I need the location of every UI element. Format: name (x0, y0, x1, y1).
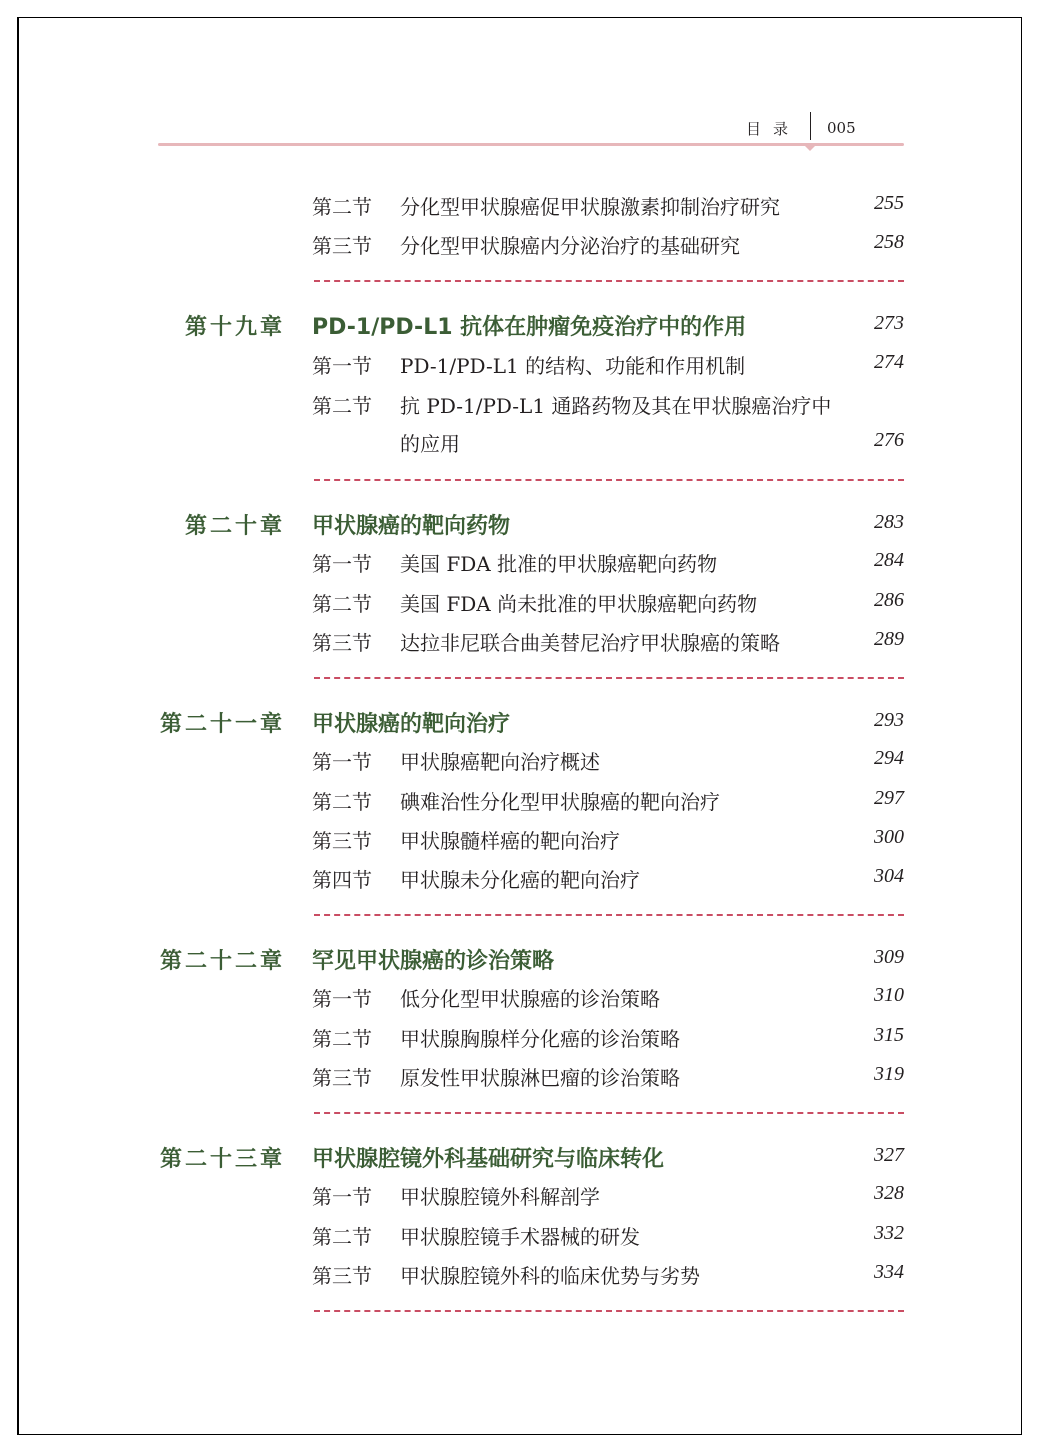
section-number: 第三节 (312, 829, 372, 853)
toc-section[interactable] (0, 390, 1039, 426)
toc-section[interactable] (0, 864, 1039, 900)
toc-chapter[interactable] (0, 310, 1039, 350)
section-page: 289 (874, 628, 904, 650)
section-number: 第一节 (312, 354, 372, 378)
toc-chapter[interactable] (0, 944, 1039, 984)
chapter-title: 甲状腺腔镜外科基础研究与临床转化 (312, 1147, 665, 1172)
toc-section[interactable] (0, 983, 1039, 1019)
section-title: 分化型甲状腺癌促甲状腺激素抑制治疗研究 (400, 195, 780, 219)
chapter-page: 327 (874, 1144, 904, 1166)
toc-section[interactable] (0, 230, 1039, 266)
section-title: 原发性甲状腺淋巴瘤的诊治策略 (400, 1066, 680, 1090)
toc-section[interactable] (0, 588, 1039, 624)
section-title: 达拉非尼联合曲美替尼治疗甲状腺癌的策略 (400, 631, 780, 655)
section-title: 分化型甲状腺癌内分泌治疗的基础研究 (400, 234, 740, 258)
toc-section[interactable] (0, 548, 1039, 584)
section-page: 255 (874, 192, 904, 214)
section-number: 第三节 (312, 631, 372, 655)
section-page: 258 (874, 231, 904, 253)
section-title: 甲状腺腔镜外科的临床优势与劣势 (400, 1264, 700, 1288)
section-title: 低分化型甲状腺癌的诊治策略 (400, 987, 660, 1011)
section-page: 319 (874, 1063, 904, 1085)
section-number: 第四节 (312, 868, 372, 892)
section-title: 美国 FDA 尚未批准的甲状腺癌靶向药物 (400, 592, 758, 616)
chapter-number: 第二十二章 (159, 948, 285, 974)
section-number: 第二节 (312, 394, 372, 418)
section-page: 286 (874, 589, 904, 611)
section-page: 284 (874, 549, 904, 571)
section-number: 第三节 (312, 1066, 372, 1090)
toc-section[interactable] (0, 350, 1039, 386)
section-title: 甲状腺腔镜外科解剖学 (400, 1185, 600, 1209)
toc-section[interactable] (0, 627, 1039, 663)
section-divider (314, 914, 904, 916)
toc-chapter[interactable] (0, 1142, 1039, 1182)
section-title: 碘难治性分化型甲状腺癌的靶向治疗 (400, 790, 720, 814)
section-page: 300 (874, 826, 904, 848)
toc-section[interactable] (0, 746, 1039, 782)
section-title: 甲状腺癌靶向治疗概述 (400, 750, 600, 774)
section-page: 310 (874, 984, 904, 1006)
section-number: 第二节 (312, 195, 372, 219)
section-number: 第一节 (312, 750, 372, 774)
toc-section[interactable] (0, 1023, 1039, 1059)
section-divider (314, 1310, 904, 1312)
section-title: 甲状腺腔镜手术器械的研发 (400, 1225, 640, 1249)
section-divider (314, 479, 904, 481)
toc-section-continuation[interactable] (0, 428, 1039, 464)
section-number: 第三节 (312, 234, 372, 258)
section-divider (314, 1112, 904, 1114)
section-title-continued: 的应用 (400, 432, 460, 456)
chapter-page: 283 (874, 511, 904, 533)
section-page: 276 (874, 429, 904, 451)
section-number: 第一节 (312, 552, 372, 576)
chapter-title: 甲状腺癌的靶向治疗 (312, 712, 511, 737)
section-divider (314, 280, 904, 282)
chapter-number: 第十九章 (184, 314, 285, 340)
toc-section[interactable] (0, 1221, 1039, 1257)
section-page: 297 (874, 787, 904, 809)
chapter-page: 293 (874, 709, 904, 731)
chapter-number: 第二十三章 (159, 1146, 285, 1172)
toc-section[interactable] (0, 786, 1039, 822)
section-page: 332 (874, 1222, 904, 1244)
chapter-title: 甲状腺癌的靶向药物 (312, 514, 511, 539)
section-page: 328 (874, 1182, 904, 1204)
section-title: 美国 FDA 批准的甲状腺癌靶向药物 (400, 552, 718, 576)
section-number: 第一节 (312, 987, 372, 1011)
chapter-page: 273 (874, 312, 904, 334)
section-page: 304 (874, 865, 904, 887)
running-head-label: 目录 (746, 120, 801, 138)
toc-chapter[interactable] (0, 707, 1039, 747)
toc-section[interactable] (0, 1181, 1039, 1217)
toc-section[interactable] (0, 825, 1039, 861)
running-head-page-number: 005 (827, 119, 856, 137)
toc-chapter[interactable] (0, 509, 1039, 549)
section-page: 334 (874, 1261, 904, 1283)
section-page: 315 (874, 1024, 904, 1046)
chapter-title: 罕见甲状腺癌的诊治策略 (312, 949, 555, 974)
toc-section[interactable] (0, 191, 1039, 227)
section-number: 第三节 (312, 1264, 372, 1288)
section-number: 第二节 (312, 1027, 372, 1051)
section-number: 第二节 (312, 1225, 372, 1249)
toc-section[interactable] (0, 1062, 1039, 1098)
section-page: 294 (874, 747, 904, 769)
section-title: 甲状腺胸腺样分化癌的诊治策略 (400, 1027, 680, 1051)
section-number: 第一节 (312, 1185, 372, 1209)
section-title: PD-1/PD-L1 的结构、功能和作用机制 (400, 354, 746, 378)
section-title: 抗 PD-1/PD-L1 通路药物及其在甲状腺癌治疗中 (400, 394, 832, 418)
chapter-title: PD-1/PD-L1 抗体在肿瘤免疫治疗中的作用 (312, 315, 747, 340)
toc-section[interactable] (0, 1260, 1039, 1296)
section-title: 甲状腺未分化癌的靶向治疗 (400, 868, 640, 892)
chapter-number: 第二十一章 (159, 711, 285, 737)
chapter-page: 309 (874, 946, 904, 968)
section-number: 第二节 (312, 790, 372, 814)
section-page: 274 (874, 351, 904, 373)
section-number: 第二节 (312, 592, 372, 616)
section-title: 甲状腺髓样癌的靶向治疗 (400, 829, 620, 853)
chapter-number: 第二十章 (184, 513, 285, 539)
section-divider (314, 677, 904, 679)
